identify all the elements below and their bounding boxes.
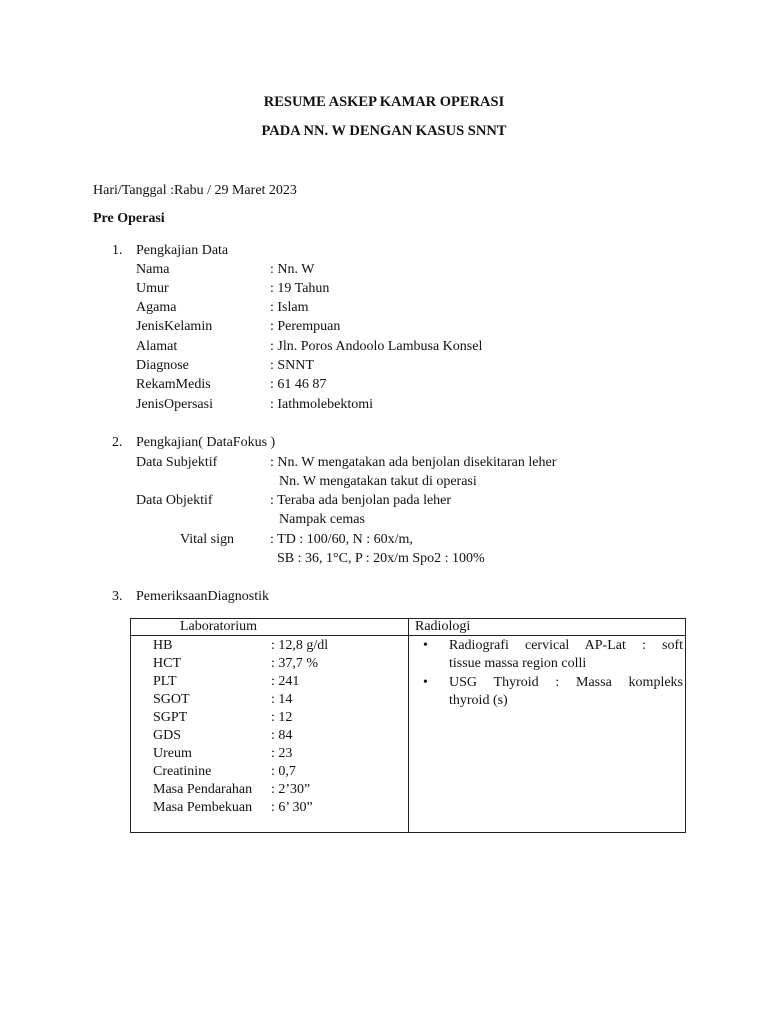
vital-sign-label: Vital sign xyxy=(180,532,234,547)
patient-address-label: Alamat xyxy=(136,339,178,354)
patient-age-value: : 19 Tahun xyxy=(270,281,330,296)
subjective-label: Data Subjektif xyxy=(136,455,218,470)
lab-results-cell xyxy=(131,636,409,833)
radiology-header-cell xyxy=(409,619,686,636)
lab-clotting-time-value: : 6’ 30” xyxy=(271,800,313,815)
lab-sgot-value: : 14 xyxy=(271,692,293,707)
lab-sgot-label: SGOT xyxy=(153,692,190,707)
patient-name-label: Nama xyxy=(136,262,170,277)
radiology-item-2 xyxy=(449,674,683,710)
radiology-item-2-line-1: USG Thyroid : Massa kompleks xyxy=(449,675,683,690)
item2-number: 2. xyxy=(112,435,123,450)
objective-label: Data Objektif xyxy=(136,493,213,508)
bullet-icon: • xyxy=(423,675,428,690)
lab-header-cell xyxy=(131,619,409,636)
lab-bleeding-time-value: : 2’30” xyxy=(271,782,311,797)
radiology-results-cell xyxy=(409,636,686,833)
vital-sign-line-1: : TD : 100/60, N : 60x/m, xyxy=(270,532,413,547)
lab-plt-label: PLT xyxy=(153,674,177,689)
lab-hb-label: HB xyxy=(153,638,173,653)
vital-sign-line-2: SB : 36, 1°C, P : 20x/m Spo2 : 100% xyxy=(277,551,485,566)
lab-creatinine-label: Creatinine xyxy=(153,764,212,779)
lab-gds-label: GDS xyxy=(153,728,182,743)
radiology-item-1 xyxy=(449,637,683,673)
item3-number: 3. xyxy=(112,589,123,604)
lab-clotting-time-label: Masa Pembekuan xyxy=(153,800,253,815)
patient-gender-value: : Perempuan xyxy=(270,319,341,334)
patient-religion-value: : Islam xyxy=(270,300,309,315)
lab-gds-value: : 84 xyxy=(271,728,293,743)
lab-ureum-value: : 23 xyxy=(271,746,293,761)
radiology-header: Radiologi xyxy=(415,619,471,634)
lab-hct-label: HCT xyxy=(153,656,181,671)
objective-line-1: : Teraba ada benjolan pada leher xyxy=(270,493,452,508)
lab-sgpt-value: : 12 xyxy=(271,710,293,725)
lab-hb-value: : 12,8 g/dl xyxy=(271,638,329,653)
lab-sgpt-label: SGPT xyxy=(153,710,188,725)
item1-number: 1. xyxy=(112,243,123,258)
patient-record-value: : 61 46 87 xyxy=(270,377,327,392)
radiology-item-1-line-2: tissue massa region colli xyxy=(449,656,587,671)
lab-hct-value: : 37,7 % xyxy=(271,656,319,671)
subjective-line-2: Nn. W mengatakan takut di operasi xyxy=(279,474,477,489)
diagnostic-table xyxy=(130,618,686,833)
patient-record-label: RekamMedis xyxy=(136,377,211,392)
operation-type-value: : Iathmolebektomi xyxy=(270,397,374,412)
patient-religion-label: Agama xyxy=(136,300,177,315)
lab-ureum-label: Ureum xyxy=(153,746,192,761)
objective-line-2: Nampak cemas xyxy=(279,512,365,527)
patient-diagnose-value: : SNNT xyxy=(270,358,314,373)
section-heading: Pre Operasi xyxy=(93,211,165,226)
lab-header: Laboratorium xyxy=(180,619,257,634)
item3-heading: PemeriksaanDiagnostik xyxy=(136,589,269,604)
patient-name-value: : Nn. W xyxy=(270,262,315,277)
radiology-item-1-line-1: Radiografi cervical AP-Lat : soft xyxy=(449,638,683,653)
lab-creatinine-value: : 0,7 xyxy=(271,764,296,779)
document-subtitle: PADA NN. W DENGAN KASUS SNNT xyxy=(261,123,507,139)
operation-type-label: JenisOpersasi xyxy=(136,397,213,412)
patient-gender-label: JenisKelamin xyxy=(136,319,213,334)
item2-heading: Pengkajian( DataFokus ) xyxy=(136,435,276,450)
date-line: Hari/Tanggal :Rabu / 29 Maret 2023 xyxy=(93,183,297,198)
patient-diagnose-label: Diagnose xyxy=(136,358,189,373)
document-title: RESUME ASKEP KAMAR OPERASI xyxy=(263,94,505,110)
radiology-item-2-line-2: thyroid (s) xyxy=(449,693,508,708)
subjective-line-1: : Nn. W mengatakan ada benjolan disekitaran leher xyxy=(270,455,557,470)
lab-plt-value: : 241 xyxy=(271,674,300,689)
patient-age-label: Umur xyxy=(136,281,169,296)
patient-address-value: : Jln. Poros Andoolo Lambusa Konsel xyxy=(270,339,483,354)
lab-bleeding-time-label: Masa Pendarahan xyxy=(153,782,253,797)
bullet-icon: • xyxy=(423,638,428,653)
item1-heading: Pengkajian Data xyxy=(136,243,229,258)
